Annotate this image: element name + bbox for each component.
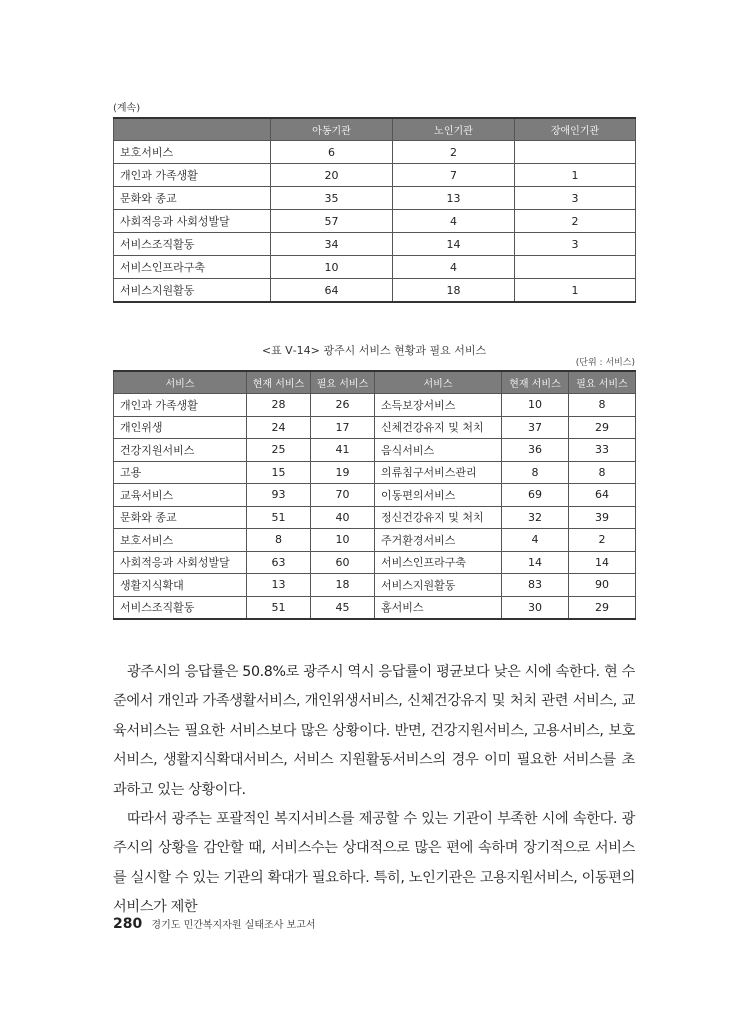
count-cell: 3 [515, 187, 636, 210]
count-cell: 57 [271, 210, 393, 233]
table2-header-cell: 현재 서비스 [247, 371, 311, 394]
table1-header-cell: 노인기관 [393, 118, 515, 141]
service-name-cell: 문화와 종교 [114, 187, 271, 210]
table-row [114, 141, 636, 164]
count-cell: 13 [247, 574, 311, 597]
count-cell: 6 [271, 141, 393, 164]
count-cell: 2 [515, 210, 636, 233]
table-row [114, 256, 636, 279]
count-cell: 51 [247, 596, 311, 619]
table-row [114, 551, 636, 574]
body-text [113, 658, 635, 923]
count-cell: 30 [502, 596, 569, 619]
service-name-cell: 소득보장서비스 [375, 394, 502, 417]
count-cell: 8 [502, 461, 569, 484]
table-row [114, 416, 636, 439]
table-row [114, 461, 636, 484]
service-name-cell: 서비스인프라구축 [114, 256, 271, 279]
count-cell: 4 [393, 210, 515, 233]
institution-service-table [113, 117, 636, 303]
table1-header-cell: 아동기관 [271, 118, 393, 141]
service-name-cell: 서비스조직활동 [114, 233, 271, 256]
table-row [114, 233, 636, 256]
table2-header-row [114, 371, 636, 394]
service-name-cell: 서비스인프라구축 [375, 551, 502, 574]
service-name-cell: 개인과 가족생활 [114, 164, 271, 187]
table-row [114, 210, 636, 233]
count-cell: 1 [515, 164, 636, 187]
table1-header-row [114, 118, 636, 141]
count-cell: 7 [393, 164, 515, 187]
service-name-cell: 보호서비스 [114, 141, 271, 164]
count-cell: 1 [515, 279, 636, 303]
table2-header-cell: 서비스 [375, 371, 502, 394]
count-cell: 33 [569, 439, 636, 462]
count-cell: 93 [247, 484, 311, 507]
count-cell: 37 [502, 416, 569, 439]
count-cell: 15 [247, 461, 311, 484]
count-cell [515, 256, 636, 279]
continued-label: (계속) [113, 103, 141, 114]
count-cell: 18 [311, 574, 375, 597]
paragraph: 광주시의 응답률은 50.8%로 광주시 역시 응답률이 평균보다 낮은 시에 속한다. 현 수준에서 개인과 가족생활서비스, 개인위생서비스, 신체건강유지 및 처치 관련 서비스, 교육서비스는 필요한 서비스보다 많은 상황이다. 반면, 건강지원서비스, 고용서비스, 보호서비스, 생활지식확대서비스, 서비스 지원활동서비스의 경우 이미 필요한 서비스를 초과하고 있는 상황이다. [113, 664, 635, 798]
table-row [114, 164, 636, 187]
count-cell: 29 [569, 596, 636, 619]
count-cell: 63 [247, 551, 311, 574]
count-cell: 28 [247, 394, 311, 417]
service-name-cell: 서비스지원활동 [114, 279, 271, 303]
service-name-cell: 사회적응과 사회성발달 [114, 551, 247, 574]
report-title: 경기도 민간복지자원 실태조사 보고서 [151, 920, 316, 931]
service-name-cell: 건강지원서비스 [114, 439, 247, 462]
service-name-cell: 교육서비스 [114, 484, 247, 507]
service-name-cell: 문화와 종교 [114, 506, 247, 529]
table-row [114, 484, 636, 507]
count-cell: 4 [393, 256, 515, 279]
count-cell: 45 [311, 596, 375, 619]
count-cell: 34 [271, 233, 393, 256]
count-cell: 2 [569, 529, 636, 552]
count-cell: 60 [311, 551, 375, 574]
count-cell: 3 [515, 233, 636, 256]
count-cell: 17 [311, 416, 375, 439]
count-cell: 10 [271, 256, 393, 279]
count-cell: 90 [569, 574, 636, 597]
count-cell: 51 [247, 506, 311, 529]
count-cell: 24 [247, 416, 311, 439]
table2-header-cell: 필요 서비스 [569, 371, 636, 394]
paragraph: 따라서 광주는 포괄적인 복지서비스를 제공할 수 있는 기관이 부족한 시에 속한다. 광주시의 상황을 감안할 때, 서비스수는 상대적으로 많은 편에 속하며 장기적으로 서비스를 실시할 수 있는 기관의 확대가 필요하다. 특히, 노인기관은 고용지원서비스, 이동편의서비스가 제한 [113, 811, 635, 916]
count-cell: 10 [502, 394, 569, 417]
service-name-cell: 생활지식확대 [114, 574, 247, 597]
table-row [114, 187, 636, 210]
count-cell: 14 [393, 233, 515, 256]
service-name-cell: 정신건강유지 및 처치 [375, 506, 502, 529]
count-cell: 19 [311, 461, 375, 484]
count-cell: 32 [502, 506, 569, 529]
count-cell: 29 [569, 416, 636, 439]
service-name-cell: 이동편의서비스 [375, 484, 502, 507]
count-cell: 35 [271, 187, 393, 210]
service-name-cell: 고용 [114, 461, 247, 484]
table-row [114, 574, 636, 597]
count-cell: 20 [271, 164, 393, 187]
table-row [114, 506, 636, 529]
count-cell: 64 [569, 484, 636, 507]
count-cell: 36 [502, 439, 569, 462]
count-cell: 10 [311, 529, 375, 552]
count-cell: 25 [247, 439, 311, 462]
service-name-cell: 개인위생 [114, 416, 247, 439]
table-row [114, 394, 636, 417]
count-cell: 4 [502, 529, 569, 552]
count-cell: 14 [569, 551, 636, 574]
service-name-cell: 사회적응과 사회성발달 [114, 210, 271, 233]
count-cell [515, 141, 636, 164]
service-name-cell: 주거환경서비스 [375, 529, 502, 552]
service-name-cell: 의류침구서비스관리 [375, 461, 502, 484]
service-name-cell: 음식서비스 [375, 439, 502, 462]
page-footer [113, 916, 316, 932]
service-name-cell: 서비스조직활동 [114, 596, 247, 619]
count-cell: 8 [569, 461, 636, 484]
table2-header-cell: 필요 서비스 [311, 371, 375, 394]
table-row [114, 279, 636, 303]
service-name-cell: 홈서비스 [375, 596, 502, 619]
table2-header-cell: 현재 서비스 [502, 371, 569, 394]
service-name-cell: 서비스지원활동 [375, 574, 502, 597]
page-number: 280 [113, 916, 143, 932]
count-cell: 39 [569, 506, 636, 529]
count-cell: 13 [393, 187, 515, 210]
count-cell: 41 [311, 439, 375, 462]
service-name-cell: 신체건강유지 및 처치 [375, 416, 502, 439]
table2-caption: <표 Ⅴ-14> 광주시 서비스 현황과 필요 서비스 [261, 344, 487, 357]
count-cell: 83 [502, 574, 569, 597]
gwangju-service-table [113, 370, 636, 620]
count-cell: 26 [311, 394, 375, 417]
count-cell: 8 [569, 394, 636, 417]
table-row [114, 439, 636, 462]
count-cell: 18 [393, 279, 515, 303]
service-name-cell: 보호서비스 [114, 529, 247, 552]
count-cell: 14 [502, 551, 569, 574]
service-name-cell: 개인과 가족생활 [114, 394, 247, 417]
count-cell: 40 [311, 506, 375, 529]
count-cell: 2 [393, 141, 515, 164]
table1-header-cell [114, 118, 271, 141]
table-row [114, 596, 636, 619]
table1-header-cell: 장애인기관 [515, 118, 636, 141]
table2-unit: (단위 : 서비스) [575, 358, 635, 368]
count-cell: 70 [311, 484, 375, 507]
count-cell: 69 [502, 484, 569, 507]
count-cell: 8 [247, 529, 311, 552]
count-cell: 64 [271, 279, 393, 303]
table2-header-cell: 서비스 [114, 371, 247, 394]
table-row [114, 529, 636, 552]
